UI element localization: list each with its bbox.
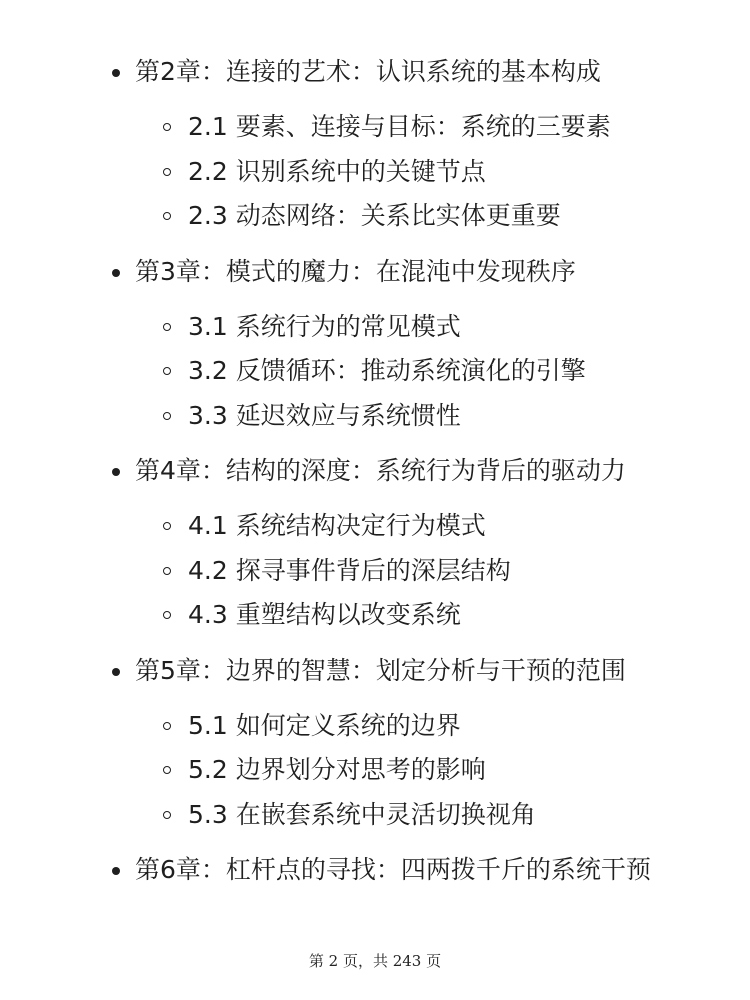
section-item xyxy=(0,105,750,150)
chapter-title: 第4章：结构的深度：系统行为背后的驱动力 xyxy=(135,456,626,485)
section-list xyxy=(0,704,750,838)
chapter-title: 第6章：杠杆点的寻找：四两拨千斤的系统干预 xyxy=(135,855,651,884)
section-list xyxy=(0,504,750,638)
bullet-circle-icon xyxy=(163,567,171,575)
bullet-dot-icon xyxy=(112,69,120,77)
section-item xyxy=(0,349,750,394)
section-item xyxy=(0,593,750,638)
bullet-circle-icon xyxy=(163,367,171,375)
section-title: 3.2 反馈循环：推动系统演化的引擎 xyxy=(188,356,586,385)
section-title: 5.3 在嵌套系统中灵活切换视角 xyxy=(188,799,536,829)
section-item xyxy=(0,748,750,793)
section-title: 2.2 识别系统中的关键节点 xyxy=(188,156,486,186)
chapter-item xyxy=(0,652,750,690)
section-title: 4.3 重塑结构以改变系统 xyxy=(188,600,461,629)
chapter-item xyxy=(0,253,750,291)
chapter-item xyxy=(0,851,750,889)
section-title: 4.1 系统结构决定行为模式 xyxy=(188,511,486,540)
chapter-item xyxy=(0,452,750,490)
page-number-footer: 第 2 页，共 243 页 xyxy=(308,952,442,970)
bullet-dot-icon xyxy=(112,867,120,875)
section-title: 3.3 延迟效应与系统惯性 xyxy=(188,400,461,430)
section-title: 4.2 探寻事件背后的深层结构 xyxy=(188,555,511,585)
section-item xyxy=(0,194,750,239)
section-item xyxy=(0,793,750,838)
section-list xyxy=(0,105,750,239)
bullet-circle-icon xyxy=(163,722,171,730)
bullet-circle-icon xyxy=(163,766,171,774)
bullet-circle-icon xyxy=(163,323,171,331)
chapter-title: 第2章：连接的艺术：认识系统的基本构成 xyxy=(135,57,601,86)
section-item xyxy=(0,150,750,195)
section-title: 2.3 动态网络：关系比实体更重要 xyxy=(188,201,561,230)
chapter-title: 第5章：边界的智慧：划定分析与干预的范围 xyxy=(135,655,626,685)
chapter-title: 第3章：模式的魔力：在混沌中发现秩序 xyxy=(135,256,576,286)
chapter-item xyxy=(0,53,750,91)
bullet-dot-icon xyxy=(112,668,120,676)
bullet-circle-icon xyxy=(163,611,171,619)
bullet-circle-icon xyxy=(163,168,171,176)
section-item xyxy=(0,704,750,749)
bullet-circle-icon xyxy=(163,522,171,530)
section-item xyxy=(0,504,750,549)
section-title: 5.1 如何定义系统的边界 xyxy=(188,710,461,740)
section-title: 2.1 要素、连接与目标：系统的三要素 xyxy=(188,112,611,141)
bullet-dot-icon xyxy=(112,269,120,277)
section-title: 3.1 系统行为的常见模式 xyxy=(188,311,461,341)
bullet-circle-icon xyxy=(163,412,171,420)
section-list xyxy=(0,305,750,439)
section-title: 5.2 边界划分对思考的影响 xyxy=(188,755,486,784)
section-item xyxy=(0,394,750,439)
bullet-circle-icon xyxy=(163,212,171,220)
section-item xyxy=(0,549,750,594)
bullet-dot-icon xyxy=(112,468,120,476)
bullet-circle-icon xyxy=(163,811,171,819)
section-item xyxy=(0,305,750,350)
bullet-circle-icon xyxy=(163,123,171,131)
